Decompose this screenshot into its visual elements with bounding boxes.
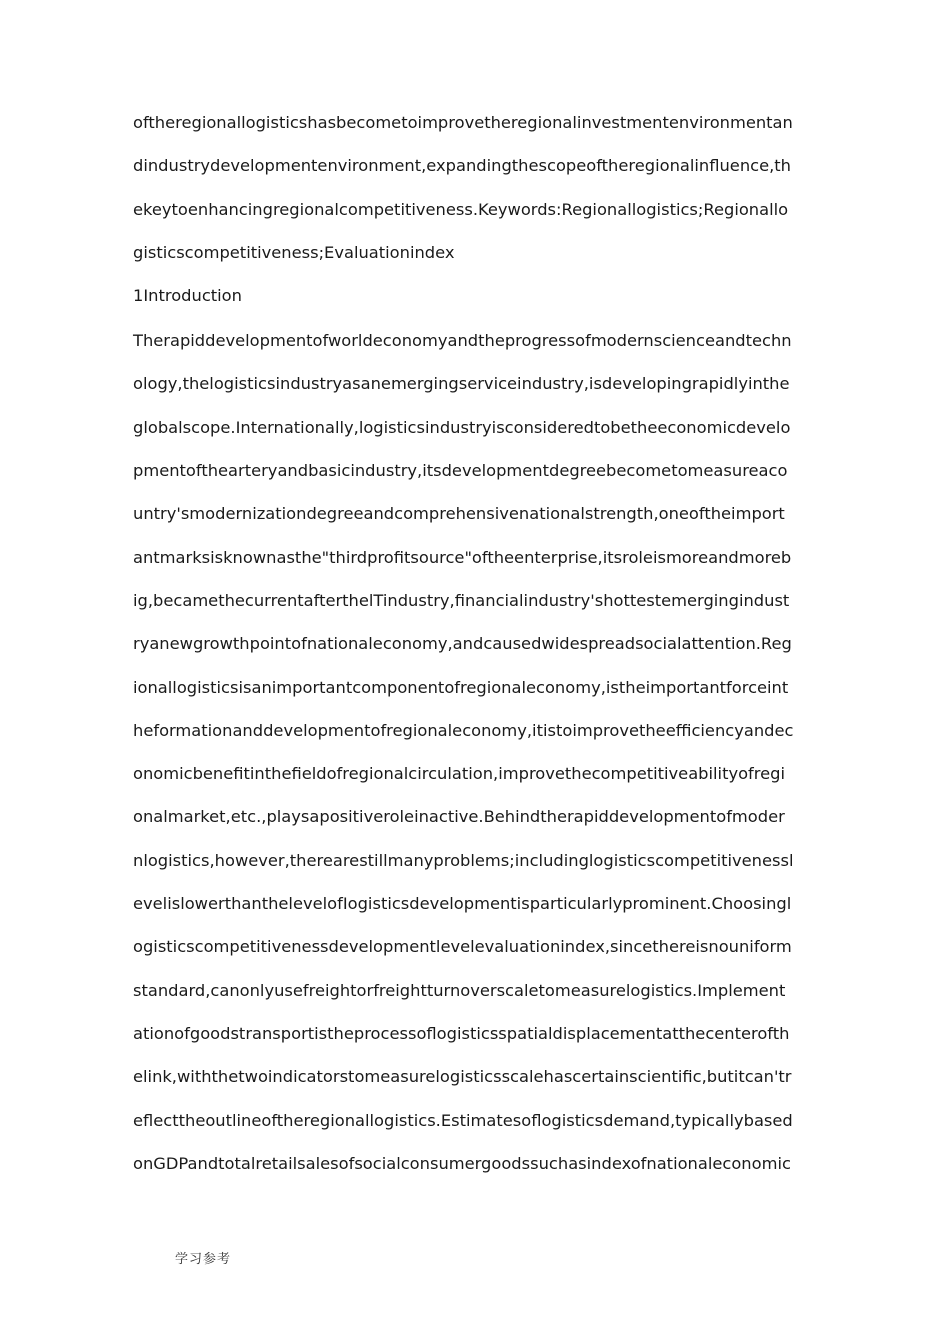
body-text-line: ology,thelogisticsindustryasanemergingserviceindustry,isdevelopingrapidlyinthe: [133, 374, 790, 394]
document-body: [133, 108, 833, 1192]
page-footer: 学习参考: [175, 1252, 232, 1267]
body-text-line: nlogistics,however,therearestillmanyproblems;includinglogisticscompetitivenessl: [133, 850, 794, 870]
section-heading: 1Introduction: [133, 286, 242, 306]
body-text-line: elink,withthetwoindicatorstomeasurelogisticsscalehascertainscientific,butitcan'tr: [133, 1067, 792, 1087]
body-text-line: Therapiddevelopmentofworldeconomyandtheprogressofmodernscienceandtechn: [133, 331, 792, 351]
body-text-line: pmentofthearteryandbasicindustry,itsdevelopmentdegreebecometomeasureaco: [133, 461, 788, 481]
body-text-line: antmarksisknownasthe"thirdprofitsource"oftheenterprise,itsroleismoreandmoreb: [133, 547, 792, 567]
body-text-line: untry'smodernizationdegreeandcomprehensivenationalstrength,oneoftheimport: [133, 504, 785, 524]
body-text-line: ionallogisticsisanimportantcomponentofregionaleconomy,istheimportantforceint: [133, 677, 789, 697]
body-text-line: ig,becamethecurrentafterthelTindustry,financialindustry'shottestemergingindust: [133, 590, 790, 610]
body-text-line: globalscope.Internationally,logisticsindustryisconsideredtobetheeconomicdevelo: [133, 417, 791, 437]
body-text-line: ogisticscompetitivenessdevelopmentlevelevaluationindex,sincethereisnouniform: [133, 937, 792, 957]
body-text-line: heformationanddevelopmentofregionaleconomy,itistoimprovetheefficiencyandec: [133, 720, 794, 740]
body-text-line: evelislowerthanthelevelofIogisticsdevelopmentisparticularlyprominent.Choosingl: [133, 894, 792, 914]
body-text-line: onalmarket,etc.,playsapositiveroleinactive.Behindtherapiddevelopmentofmoder: [133, 807, 785, 827]
body-text-line: dindustrydevelopmentenvironment,expandingthescopeoftheregionalinfluence,th: [133, 156, 791, 176]
body-text-line: ryanewgrowthpointofnationaleconomy,andcausedwidespreadsocialattention.Reg: [133, 634, 792, 654]
body-text-line: onGDPandtotalretailsalesofsocialconsumergoodssuchasindexofnationaleconomic: [133, 1153, 791, 1173]
body-text-line: gisticscompetitiveness;Evaluationindex: [133, 242, 455, 262]
body-text-line: ekeytoenhancingregionalcompetitiveness.Keywords:Regionallogistics;Regionallo: [133, 199, 789, 219]
body-text-line: standard,canonlyusefreightorfreightturnoverscaletomeasurelogistics.Implement: [133, 980, 786, 1000]
body-text-line: oftheregionallogisticshasbecometoimprovetheregionalinvestmentenvironmentan: [133, 113, 793, 132]
body-text-line: onomicbenefitinthefieldofregionalcirculation,improvethecompetitiveabilityofregi: [133, 764, 786, 784]
body-text-line: eflecttheoutlineoftheregionallogistics.Estimatesoflogisticsdemand,typicallybased: [133, 1110, 793, 1130]
body-text-line: ationofgoodstransportistheprocessoflogisticsspatialdisplacementatthecenterofth: [133, 1023, 790, 1043]
